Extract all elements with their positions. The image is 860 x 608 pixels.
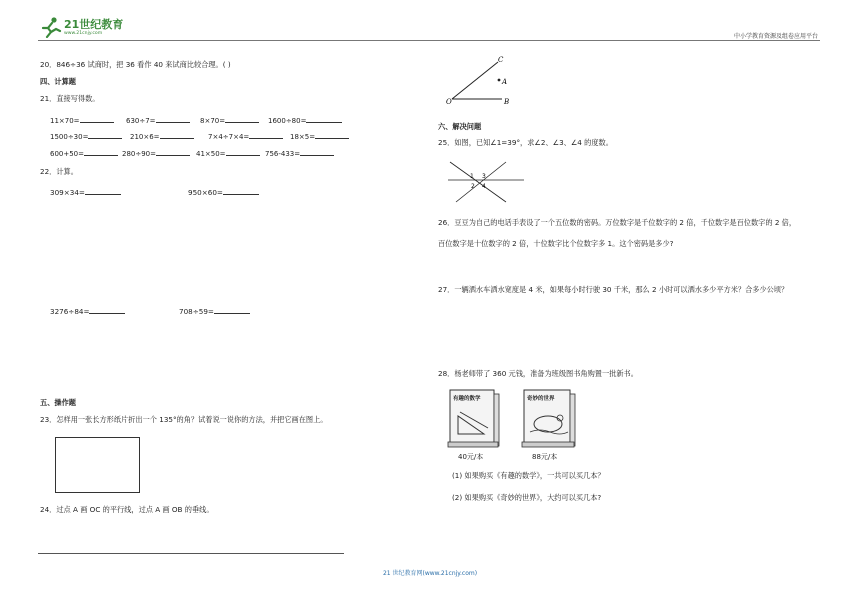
header-platform-text: 中小学教育资源及组卷应用平台	[733, 33, 818, 40]
question-20: 20．846÷36 试商时，把 36 看作 40 来试商比较合理。( )	[40, 60, 231, 69]
label-a: A	[502, 78, 508, 86]
calc-item-3276div84: 3276÷84=	[50, 305, 125, 317]
question-22: 22．计算。	[40, 167, 78, 176]
site-logo	[40, 14, 140, 40]
label-b: B	[504, 98, 510, 106]
section-5-heading: 五、操作题	[40, 398, 76, 407]
label-o: O	[446, 98, 452, 106]
angle-label-1: 1	[470, 173, 474, 180]
book-price-math: 40元/本	[458, 453, 484, 461]
question-26-line2: 百位数字是十位数字的 2 倍，十位数字比个位数字多 1。这个密码是多少?	[438, 239, 674, 248]
angle-label-4: 4	[482, 183, 486, 190]
question-25: 25．如图，已知∠1=39°，求∠2、∠3、∠4 的度数。	[438, 138, 613, 147]
calc-item: 280÷90=	[122, 147, 190, 158]
angle-label-2: 2	[471, 183, 475, 190]
question-28-part2: (2) 如果购买《奇妙的世界》，大约可以买几本?	[452, 493, 602, 502]
calc-item: 756-433=	[265, 147, 334, 158]
question-27: 27．一辆洒水车洒水宽度是 4 米，如果每小时行驶 30 千米，那么 2 小时可以洒水多少平方米？合多少公顷？	[438, 285, 789, 294]
calc-item-708div59: 708÷59=	[179, 305, 250, 317]
bottom-divider	[38, 553, 344, 554]
book-price-world: 88元/本	[532, 453, 558, 461]
book-title-world: 奇妙的世界	[527, 396, 555, 402]
section-4-heading: 四、计算题	[40, 77, 76, 86]
question-28-part1: (1) 如果购买《有趣的数学》，一共可以买几本？	[452, 471, 605, 480]
calc-item-950x60: 950×60=	[188, 186, 259, 198]
angle-figure-ocb	[446, 54, 516, 106]
footer-text: 21 世纪教育网(www.21cnjy.com)	[382, 570, 478, 577]
angle-label-3: 3	[482, 173, 486, 180]
rectangle-paper-figure	[55, 437, 140, 493]
calc-item: 1600÷80=	[268, 114, 342, 125]
calc-item: 8×70=	[200, 114, 259, 125]
calc-item: 600+50=	[50, 147, 118, 158]
calc-item: 41×50=	[196, 147, 260, 158]
book-title-math: 有趣的数学	[453, 396, 481, 402]
calc-item-309x34: 309×34=	[50, 186, 121, 198]
calc-item: 630÷7=	[126, 114, 190, 125]
calc-item: 1500÷30=	[50, 130, 122, 141]
question-24: 24．过点 A 画 OC 的平行线，过点 A 画 OB 的垂线。	[40, 505, 214, 514]
book-fun-math	[446, 388, 502, 464]
header-divider	[38, 40, 820, 41]
question-21: 21．直接写得数。	[40, 94, 100, 103]
question-23: 23．怎样用一张长方形纸片折出一个 135°的角？试着说一说你的方法，并把它画在图上。	[40, 415, 328, 424]
question-26-line1: 26．豆豆为自己的电话手表设了一个五位数的密码。万位数字是千位数字的 2 倍，千位数字是百位数字的 2 倍，	[438, 218, 797, 227]
intersecting-lines-figure	[446, 156, 526, 206]
label-c: C	[498, 56, 504, 64]
calc-item: 210×6=	[130, 130, 194, 141]
question-28: 28．杨老师带了 360 元钱，准备为班级图书角购置一批新书。	[438, 369, 638, 378]
book-wonderful-world	[520, 388, 578, 464]
calc-item: 7×4÷7×4=	[208, 130, 283, 141]
section-6-heading: 六、解决问题	[438, 122, 482, 131]
logo-url: www.21cnjy.com	[64, 31, 103, 36]
logo-text: 21世纪教育	[64, 18, 124, 31]
calc-item: 11×70=	[50, 114, 114, 125]
runner-logo-icon	[40, 16, 62, 38]
calc-item: 18×5=	[290, 130, 349, 141]
